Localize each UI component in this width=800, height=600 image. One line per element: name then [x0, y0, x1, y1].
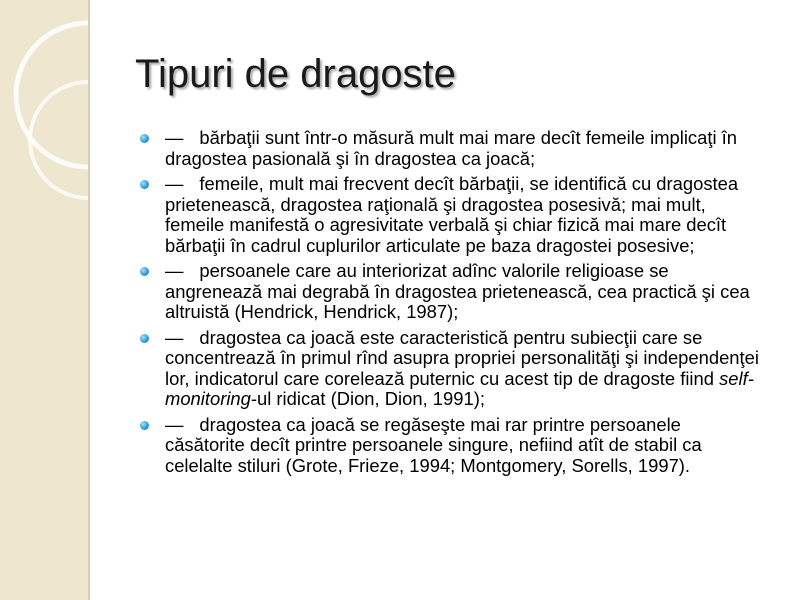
bullet-dot-icon — [140, 180, 149, 189]
bullet-text-continued: -ul ridicat (Dion, Dion, 1991); — [250, 388, 485, 409]
dash: — — [165, 326, 184, 348]
side-divider — [88, 0, 90, 600]
bullet-item — [135, 261, 765, 323]
dash: — — [165, 173, 184, 194]
slide-title: Tipuri de dragoste — [135, 52, 456, 96]
bullet-text: bărbaţii sunt într-o măsură mult mai mare decît femeile implicaţi în dragostea pasională şi în dragostea ca joacă; — [165, 127, 738, 169]
bullet-item — [135, 174, 765, 256]
bullet-dot-icon — [140, 334, 149, 343]
bullet-italic-term: self-monitoring — [165, 367, 754, 409]
dash: — — [165, 127, 184, 148]
decorative-circles — [0, 0, 120, 600]
bullet-text: persoanele care au interiorizat adînc valorile religioase se angrenează mai degrabă în dragostea prietenească, cea practică şi cea altruistă (Hendrick, Hendrick, 1987); — [165, 260, 750, 322]
bullet-item — [135, 328, 765, 410]
bullet-text: femeile, mult mai frecvent decît bărbaţii, se identifică cu dragostea prietenească, dragostea raţională şi dragostea posesivă; mai mult, femeile manifestă o agresivitate verbală şi chiar fizică mai mare decît bărbaţii în cadrul cuplurilor articulate pe baza dragostei posesive; — [165, 173, 739, 256]
dash: — — [165, 413, 184, 435]
bullet-item — [135, 128, 765, 169]
bullet-text: dragostea ca joacă este caracteristică pentru subiecţii care se concentrează în primul rînd asupra propriei personalităţi şi independenţei lor, indicatorul care corelează puternic cu acest tip de dragoste fiind — [165, 326, 759, 389]
bullet-item — [135, 415, 765, 477]
bullet-text: dragostea ca joacă se regăseşte mai rar printre persoanele căsătorite decît printre persoanele singure, nefiind atît de stabil ca celelalte stiluri (Grote, Frieze, 1994; Montgomery, Sorells, 1997). — [165, 413, 702, 476]
bullet-list — [135, 128, 765, 481]
bullet-dot-icon — [140, 134, 149, 143]
dash: — — [165, 260, 184, 281]
bullet-dot-icon — [140, 421, 149, 430]
bullet-dot-icon — [140, 267, 149, 276]
